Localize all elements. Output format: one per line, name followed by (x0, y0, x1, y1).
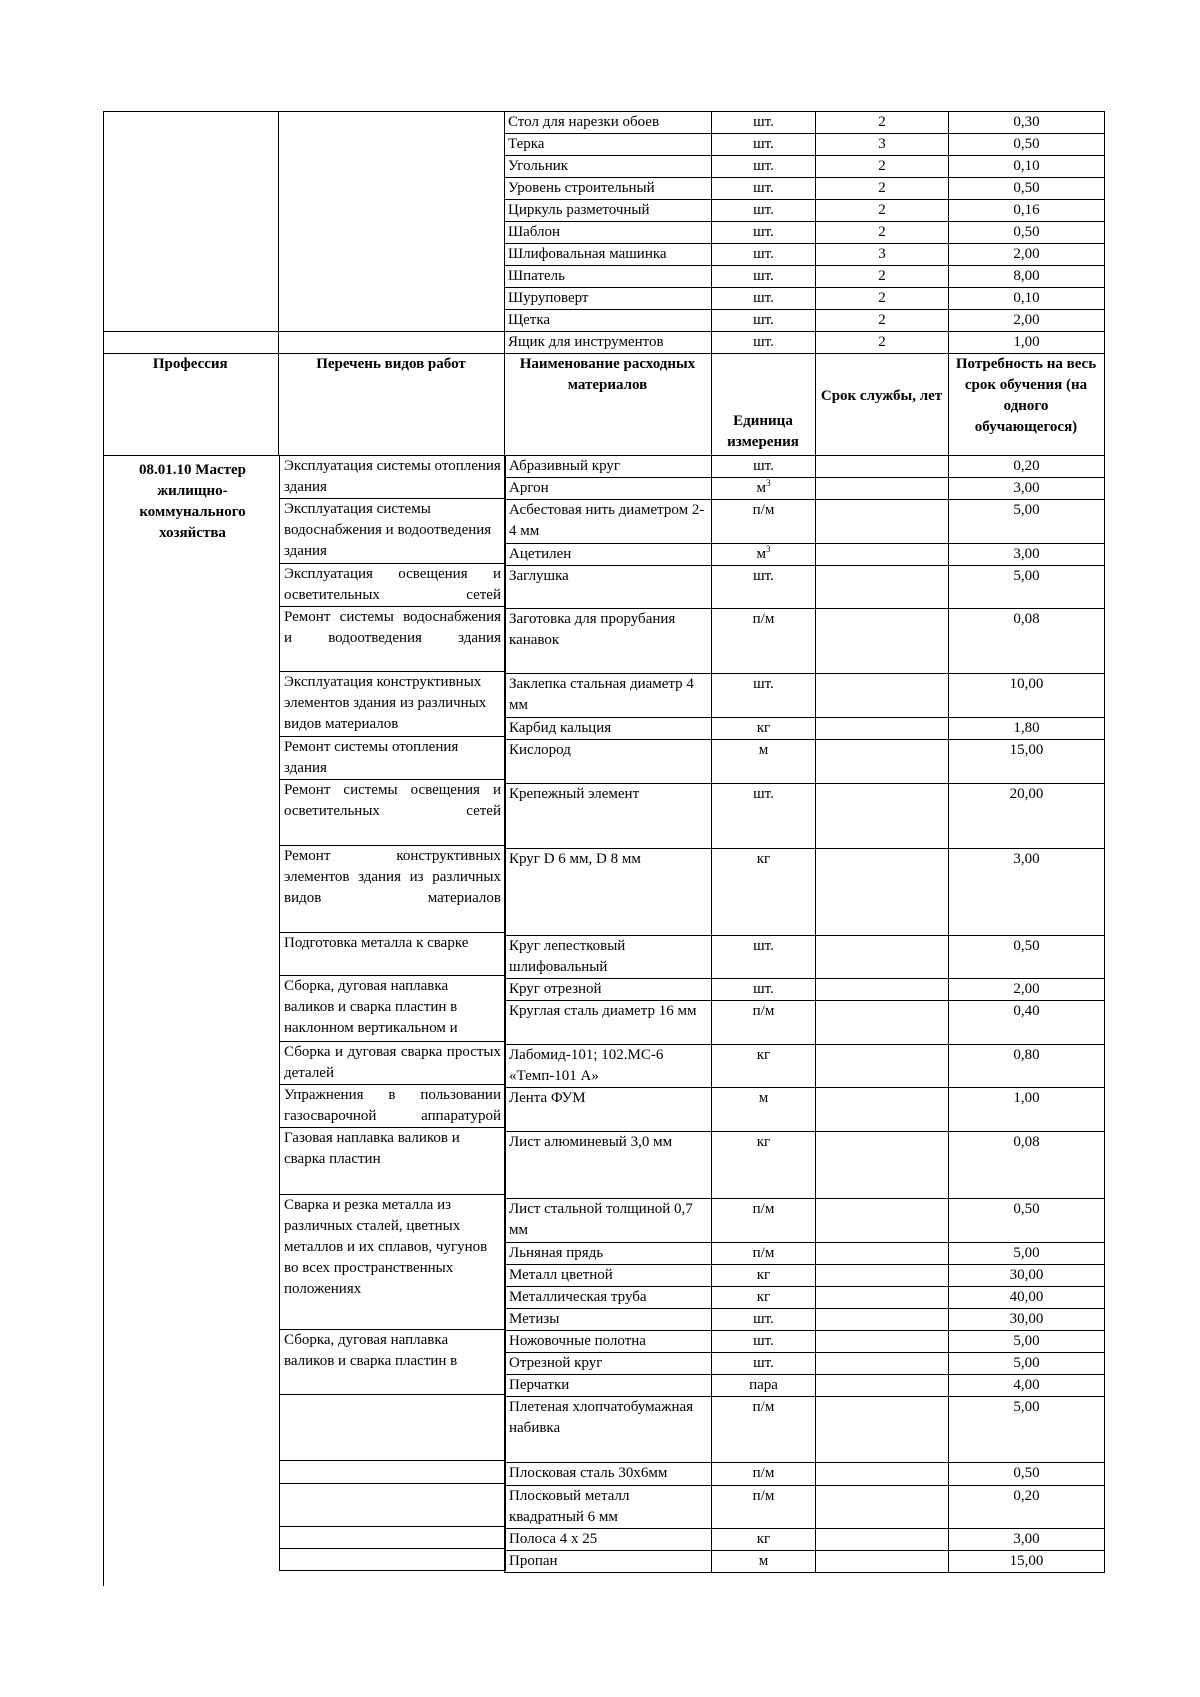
material-name: Льняная прядь (505, 1243, 712, 1265)
header-profession: Профессия (103, 354, 278, 456)
material-name: Плетеная хлопчатобумажная набивка (505, 1397, 712, 1463)
material-unit: п/м (712, 1397, 816, 1463)
material-name: Плосковая сталь 30х6мм (505, 1463, 712, 1486)
header-unit: Единица измерения (711, 354, 815, 456)
material-name: Абразивный круг (505, 456, 712, 478)
material-name: Круг D 6 мм, D 8 мм (505, 849, 712, 936)
work-item: Эксплуатация конструктивных элементов здания из различных видов материалов (280, 672, 506, 737)
material-row (505, 1199, 1105, 1243)
material-name: Лист стальной толщиной 0,7 мм (505, 1199, 712, 1243)
material-need: 15,00 (949, 740, 1105, 784)
tool-unit: шт. (712, 310, 816, 332)
tool-unit: шт. (712, 288, 816, 310)
material-service-life (816, 1001, 949, 1045)
material-unit: п/м (712, 500, 816, 544)
material-name: Ножовочные полотна (505, 1331, 712, 1353)
unit-base: м (756, 480, 766, 496)
tool-name: Угольник (505, 156, 712, 178)
tool-qty: 2 (816, 178, 949, 200)
tool-qty: 3 (816, 244, 949, 266)
blank-cell (280, 1484, 506, 1527)
material-unit: шт. (712, 674, 816, 718)
blank-cell (280, 1395, 506, 1461)
material-unit: м (712, 1551, 816, 1573)
material-unit: п/м (712, 1199, 816, 1243)
material-need: 5,00 (949, 500, 1105, 544)
tools-row (104, 332, 1105, 354)
work-item: Сварка и резка металла из различных сталей, цветных металлов и их сплавов, чугунов во всех пространственных положениях (280, 1195, 506, 1330)
tool-qty: 2 (816, 200, 949, 222)
material-need: 2,00 (949, 979, 1105, 1001)
tool-qty: 3 (816, 134, 949, 156)
tool-unit: шт. (712, 244, 816, 266)
material-row (505, 1287, 1105, 1309)
material-row (505, 609, 1105, 674)
material-unit: шт. (712, 456, 816, 478)
material-name: Перчатки (505, 1375, 712, 1397)
material-row (505, 500, 1105, 544)
tool-unit: шт. (712, 134, 816, 156)
material-service-life (816, 609, 949, 674)
material-row (505, 544, 1105, 566)
tool-name: Терка (505, 134, 712, 156)
material-service-life (816, 740, 949, 784)
material-need: 40,00 (949, 1287, 1105, 1309)
material-unit: кг (712, 718, 816, 740)
tool-value: 0,50 (949, 178, 1105, 200)
material-row (505, 1529, 1105, 1551)
tool-value: 1,00 (949, 332, 1105, 354)
material-unit: шт. (712, 1309, 816, 1331)
unit-base: м (756, 546, 766, 562)
work-item: Сборка, дуговая наплавка валиков и сварка пластин в наклонном вертикальном и (280, 976, 506, 1042)
material-row (505, 1265, 1105, 1287)
material-need: 0,50 (949, 936, 1105, 979)
tool-qty: 2 (816, 310, 949, 332)
material-unit: кг (712, 849, 816, 936)
material-row (505, 1309, 1105, 1331)
material-need: 3,00 (949, 544, 1105, 566)
material-row (505, 1045, 1105, 1088)
material-name: Металлическая труба (505, 1287, 712, 1309)
tool-name: Шуруповерт (505, 288, 712, 310)
material-service-life (816, 1243, 949, 1265)
material-row (505, 1243, 1105, 1265)
material-need: 3,00 (949, 1529, 1105, 1551)
material-unit (712, 478, 816, 500)
material-need: 30,00 (949, 1265, 1105, 1287)
material-service-life (816, 544, 949, 566)
work-item: Газовая наплавка валиков и сварка пластин (280, 1128, 506, 1195)
unit-superscript: 3 (766, 544, 771, 554)
tool-value: 0,10 (949, 288, 1105, 310)
material-row (505, 784, 1105, 849)
material-unit: шт. (712, 566, 816, 609)
material-need: 0,50 (949, 1199, 1105, 1243)
material-service-life (816, 1199, 949, 1243)
material-name: Круглая сталь диаметр 16 мм (505, 1001, 712, 1045)
material-unit: п/м (712, 1463, 816, 1486)
material-service-life (816, 1309, 949, 1331)
material-row (505, 936, 1105, 979)
material-service-life (816, 1463, 949, 1486)
material-service-life (816, 456, 949, 478)
blank-cell (279, 112, 505, 332)
tool-value: 2,00 (949, 244, 1105, 266)
blank-cell (104, 332, 279, 354)
material-service-life (816, 1088, 949, 1132)
tool-value: 0,10 (949, 156, 1105, 178)
material-row (505, 740, 1105, 784)
material-row (505, 979, 1105, 1001)
header-service-life: Срок службы, лет (815, 354, 948, 456)
material-row (505, 1551, 1105, 1573)
tool-name: Щетка (505, 310, 712, 332)
header-need: Потребность на весь срок обучения (на одного обучающегося) (948, 354, 1104, 456)
material-service-life (816, 500, 949, 544)
tools-table (103, 111, 1105, 354)
material-row (505, 674, 1105, 718)
material-row (505, 1486, 1105, 1529)
material-unit: шт. (712, 1353, 816, 1375)
tool-unit: шт. (712, 222, 816, 244)
tool-value: 0,50 (949, 222, 1105, 244)
tool-name: Уровень строительный (505, 178, 712, 200)
material-unit: шт. (712, 979, 816, 1001)
blank-cell (280, 1527, 506, 1549)
material-unit: п/м (712, 609, 816, 674)
work-item: Сборка и дуговая сварка простых деталей (280, 1042, 506, 1085)
header-row (103, 354, 1104, 456)
material-unit: кг (712, 1287, 816, 1309)
tool-name: Шаблон (505, 222, 712, 244)
material-need: 0,20 (949, 456, 1105, 478)
blank-cell (280, 1549, 506, 1571)
tool-value: 8,00 (949, 266, 1105, 288)
tool-unit: шт. (712, 112, 816, 134)
material-name: Плосковый металл квадратный 6 мм (505, 1486, 712, 1529)
tool-value: 2,00 (949, 310, 1105, 332)
material-unit: шт. (712, 936, 816, 979)
material-row (505, 1331, 1105, 1353)
material-unit: м (712, 1088, 816, 1132)
material-service-life (816, 1551, 949, 1573)
material-service-life (816, 674, 949, 718)
material-need: 1,00 (949, 1088, 1105, 1132)
tool-qty: 2 (816, 288, 949, 310)
tool-unit: шт. (712, 266, 816, 288)
tool-unit: шт. (712, 332, 816, 354)
tool-qty: 2 (816, 332, 949, 354)
material-unit: п/м (712, 1486, 816, 1529)
material-row (505, 1353, 1105, 1375)
header-works: Перечень видов работ (278, 354, 504, 456)
material-need: 20,00 (949, 784, 1105, 849)
tool-value: 0,30 (949, 112, 1105, 134)
material-row (505, 718, 1105, 740)
material-service-life (816, 936, 949, 979)
tool-name: Циркуль разметочный (505, 200, 712, 222)
materials-table (504, 455, 1105, 1573)
profession-name: 08.01.10 Мастер жилищно-коммунального хозяйства (139, 462, 246, 541)
material-name: Метизы (505, 1309, 712, 1331)
material-need: 5,00 (949, 1353, 1105, 1375)
material-service-life (816, 979, 949, 1001)
material-name: Круг лепестковый шлифовальный (505, 936, 712, 979)
tool-qty: 2 (816, 112, 949, 134)
work-item: Эксплуатация освещения и осветительных сетей (280, 564, 506, 607)
work-item: Ремонт конструктивных элементов здания из различных видов материалов (280, 846, 506, 933)
material-need: 5,00 (949, 1397, 1105, 1463)
tool-unit: шт. (712, 178, 816, 200)
material-row (505, 566, 1105, 609)
work-item: Ремонт системы отопления здания (280, 737, 506, 780)
blank-cell (280, 1461, 506, 1484)
material-service-life (816, 1529, 949, 1551)
material-need: 5,00 (949, 566, 1105, 609)
material-name: Заготовка для прорубания канавок (505, 609, 712, 674)
work-item: Эксплуатация системы водоснабжения и водоотведения здания (280, 499, 506, 564)
material-service-life (816, 1265, 949, 1287)
material-row (505, 1132, 1105, 1199)
material-name: Металл цветной (505, 1265, 712, 1287)
material-need: 0,20 (949, 1486, 1105, 1529)
blank-cell (279, 332, 505, 354)
unit-superscript: 3 (766, 478, 771, 488)
material-name: Круг отрезной (505, 979, 712, 1001)
material-name: Отрезной круг (505, 1353, 712, 1375)
material-need: 0,40 (949, 1001, 1105, 1045)
material-row (505, 456, 1105, 478)
material-unit: м (712, 740, 816, 784)
material-row (505, 1001, 1105, 1045)
material-need: 0,08 (949, 609, 1105, 674)
material-need: 3,00 (949, 478, 1105, 500)
material-row (505, 849, 1105, 936)
material-row (505, 1463, 1105, 1486)
material-name: Лабомид-101; 102.МС-6 «Темп-101 А» (505, 1045, 712, 1088)
material-service-life (816, 478, 949, 500)
tool-unit: шт. (712, 156, 816, 178)
work-item: Эксплуатация системы отопления здания (280, 456, 506, 499)
material-row (505, 1397, 1105, 1463)
material-need: 30,00 (949, 1309, 1105, 1331)
tool-name: Стол для нарезки обоев (505, 112, 712, 134)
material-need: 5,00 (949, 1243, 1105, 1265)
material-unit: шт. (712, 1331, 816, 1353)
material-name: Кислород (505, 740, 712, 784)
material-row (505, 1375, 1105, 1397)
material-name: Асбестовая нить диаметром 2-4 мм (505, 500, 712, 544)
material-service-life (816, 1132, 949, 1199)
material-need: 15,00 (949, 1551, 1105, 1573)
material-need: 0,80 (949, 1045, 1105, 1088)
work-item: Упражнения в пользовании газосварочной аппаратурой (280, 1085, 506, 1128)
tool-unit: шт. (712, 200, 816, 222)
material-name: Пропан (505, 1551, 712, 1573)
work-item: Ремонт системы водоснабжения и водоотведения здания (280, 607, 506, 672)
material-need: 0,08 (949, 1132, 1105, 1199)
material-service-life (816, 1287, 949, 1309)
material-unit: пара (712, 1375, 816, 1397)
tool-name: Ящик для инструментов (505, 332, 712, 354)
material-need: 10,00 (949, 674, 1105, 718)
material-name: Ацетилен (505, 544, 712, 566)
material-name: Аргон (505, 478, 712, 500)
work-item: Сборка, дуговая наплавка валиков и сварка пластин в (280, 1330, 506, 1395)
tool-value: 0,50 (949, 134, 1105, 156)
material-name: Заклепка стальная диаметр 4 мм (505, 674, 712, 718)
works-table (279, 455, 506, 1571)
material-row (505, 1088, 1105, 1132)
material-unit: п/м (712, 1001, 816, 1045)
material-name: Полоса 4 х 25 (505, 1529, 712, 1551)
material-unit: кг (712, 1265, 816, 1287)
tool-qty: 2 (816, 266, 949, 288)
blank-cell (104, 112, 279, 332)
material-service-life (816, 1375, 949, 1397)
material-unit: кг (712, 1132, 816, 1199)
tool-name: Шпатель (505, 266, 712, 288)
material-unit: п/м (712, 1243, 816, 1265)
work-item: Подготовка металла к сварке (280, 933, 506, 976)
material-name: Карбид кальция (505, 718, 712, 740)
material-service-life (816, 1331, 949, 1353)
header-table (103, 353, 1105, 456)
material-need: 5,00 (949, 1331, 1105, 1353)
material-name: Лист алюминевый 3,0 мм (505, 1132, 712, 1199)
work-item: Ремонт системы освещения и осветительных сетей (280, 780, 506, 846)
material-service-life (816, 718, 949, 740)
header-materials: Наименование расходных материалов (504, 354, 711, 456)
material-name: Заглушка (505, 566, 712, 609)
material-unit: шт. (712, 784, 816, 849)
material-service-life (816, 1486, 949, 1529)
material-unit: кг (712, 1045, 816, 1088)
tool-qty: 2 (816, 222, 949, 244)
material-need: 0,50 (949, 1463, 1105, 1486)
material-service-life (816, 1397, 949, 1463)
material-service-life (816, 784, 949, 849)
tool-value: 0,16 (949, 200, 1105, 222)
tools-row (104, 112, 1105, 134)
material-service-life (816, 1045, 949, 1088)
material-name: Лента ФУМ (505, 1088, 712, 1132)
material-unit: кг (712, 1529, 816, 1551)
material-service-life (816, 1353, 949, 1375)
material-need: 3,00 (949, 849, 1105, 936)
material-service-life (816, 849, 949, 936)
material-service-life (816, 566, 949, 609)
material-row (505, 478, 1105, 500)
tool-name: Шлифовальная машинка (505, 244, 712, 266)
material-name: Крепежный элемент (505, 784, 712, 849)
material-need: 1,80 (949, 718, 1105, 740)
tool-qty: 2 (816, 156, 949, 178)
material-need: 4,00 (949, 1375, 1105, 1397)
material-unit (712, 544, 816, 566)
